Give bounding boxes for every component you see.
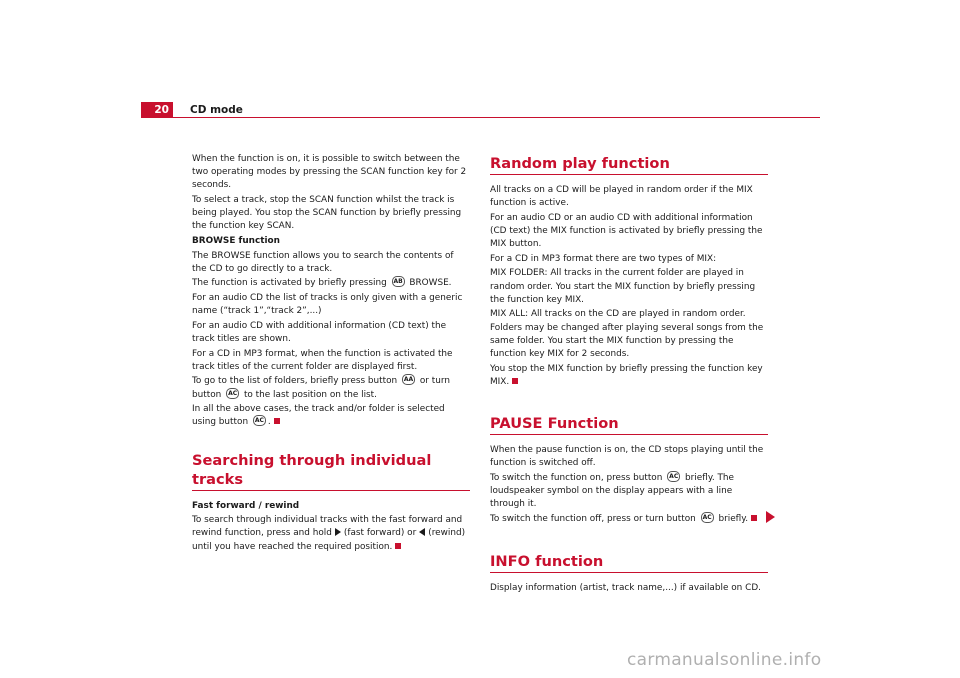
paragraph: In all the above cases, the track and/or folder is selected using button AC . <box>192 404 445 428</box>
section-end-icon <box>751 515 757 521</box>
header-rule <box>173 117 820 118</box>
page-title: CD mode <box>190 104 243 116</box>
section-heading-info: INFO function <box>490 552 768 573</box>
paragraph: When the function is on, it is possible to switch between the two operating modes by pressing the SCAN function key for 2 seconds. <box>192 154 467 191</box>
paragraph: The function is activated by briefly pressing AB BROWSE. <box>192 278 452 289</box>
button-symbol-icon: AC <box>702 513 712 521</box>
paragraph: For an audio CD or an audio CD with additional information (CD text) the MIX function is activated by briefly pressing the MIX button. <box>490 212 763 250</box>
section-end-icon <box>512 378 518 384</box>
paragraph: The BROWSE function allows you to search the contents of the CD to go directly to a track. <box>192 250 454 274</box>
button-symbol-icon: AB <box>393 278 403 286</box>
button-symbol-icon: AC <box>228 389 238 397</box>
paragraph: All tracks on a CD will be played in random order if the MIX function is active. <box>490 185 753 209</box>
paragraph: MIX ALL: All tracks on the CD are played in random order. Folders may be changed after playing several songs from the same folder. You start the MIX function by pressing the function key MIX for 2 seconds. <box>490 309 764 359</box>
button-symbol-icon: AC <box>669 472 679 480</box>
subheading-fast-forward: Fast forward / rewind <box>192 500 300 511</box>
page-number: 20 <box>154 104 169 116</box>
paragraph: To switch the function on, press button AC briefly. The loudspeaker symbol on the display appears with a line through it. <box>490 472 734 510</box>
paragraph: To switch the function off, press or turn button AC briefly. <box>490 513 768 526</box>
rewind-icon <box>419 528 425 536</box>
paragraph: MIX FOLDER: All tracks in the current folder are played in random order. You start the MIX function by briefly pressing the function key MIX. <box>490 268 756 305</box>
paragraph: For an audio CD with additional information (CD text) the track titles are shown. <box>192 320 447 344</box>
subheading-browse: BROWSE function <box>192 236 280 246</box>
button-symbol-icon: AA <box>403 376 414 384</box>
paragraph: You stop the MIX function by briefly pressing the function key MIX. <box>490 363 763 387</box>
fast-forward-icon <box>335 528 341 536</box>
section-end-icon <box>274 418 280 424</box>
section-end-icon <box>395 543 401 549</box>
paragraph: For a CD in MP3 format, when the function is activated the track titles of the current folder are displayed first. <box>192 348 453 372</box>
watermark: carmanualsonline.info <box>627 650 822 670</box>
left-column <box>192 153 470 555</box>
paragraph: To search through individual tracks with the fast forward and rewind function, press and hold (fast forward) or (rewind) until you have reached the required position. <box>192 515 466 552</box>
continue-arrow-icon <box>766 511 775 523</box>
section-heading-search: Searching through individual tracks <box>192 451 470 491</box>
paragraph: When the pause function is on, the CD stops playing until the function is switched off. <box>490 445 764 469</box>
paragraph: For an audio CD the list of tracks is only given with a generic name (“track 1”,“track 2”,...) <box>192 292 463 317</box>
button-symbol-icon: AC <box>254 417 264 425</box>
section-heading-pause: PAUSE Function <box>490 414 768 435</box>
paragraph: Display information (artist, track name,...) if available on CD. <box>490 583 761 593</box>
paragraph: For a CD in MP3 format there are two types of MIX: <box>490 253 717 264</box>
right-column <box>490 154 768 597</box>
paragraph: To go to the list of folders, briefly press button AA or turn button AC to the last position on the list. <box>192 376 450 400</box>
section-heading-random: Random play function <box>490 154 768 175</box>
paragraph: To select a track, stop the SCAN function whilst the track is being played. You stop the SCAN function by briefly pressing the function key SCAN. <box>192 195 462 232</box>
